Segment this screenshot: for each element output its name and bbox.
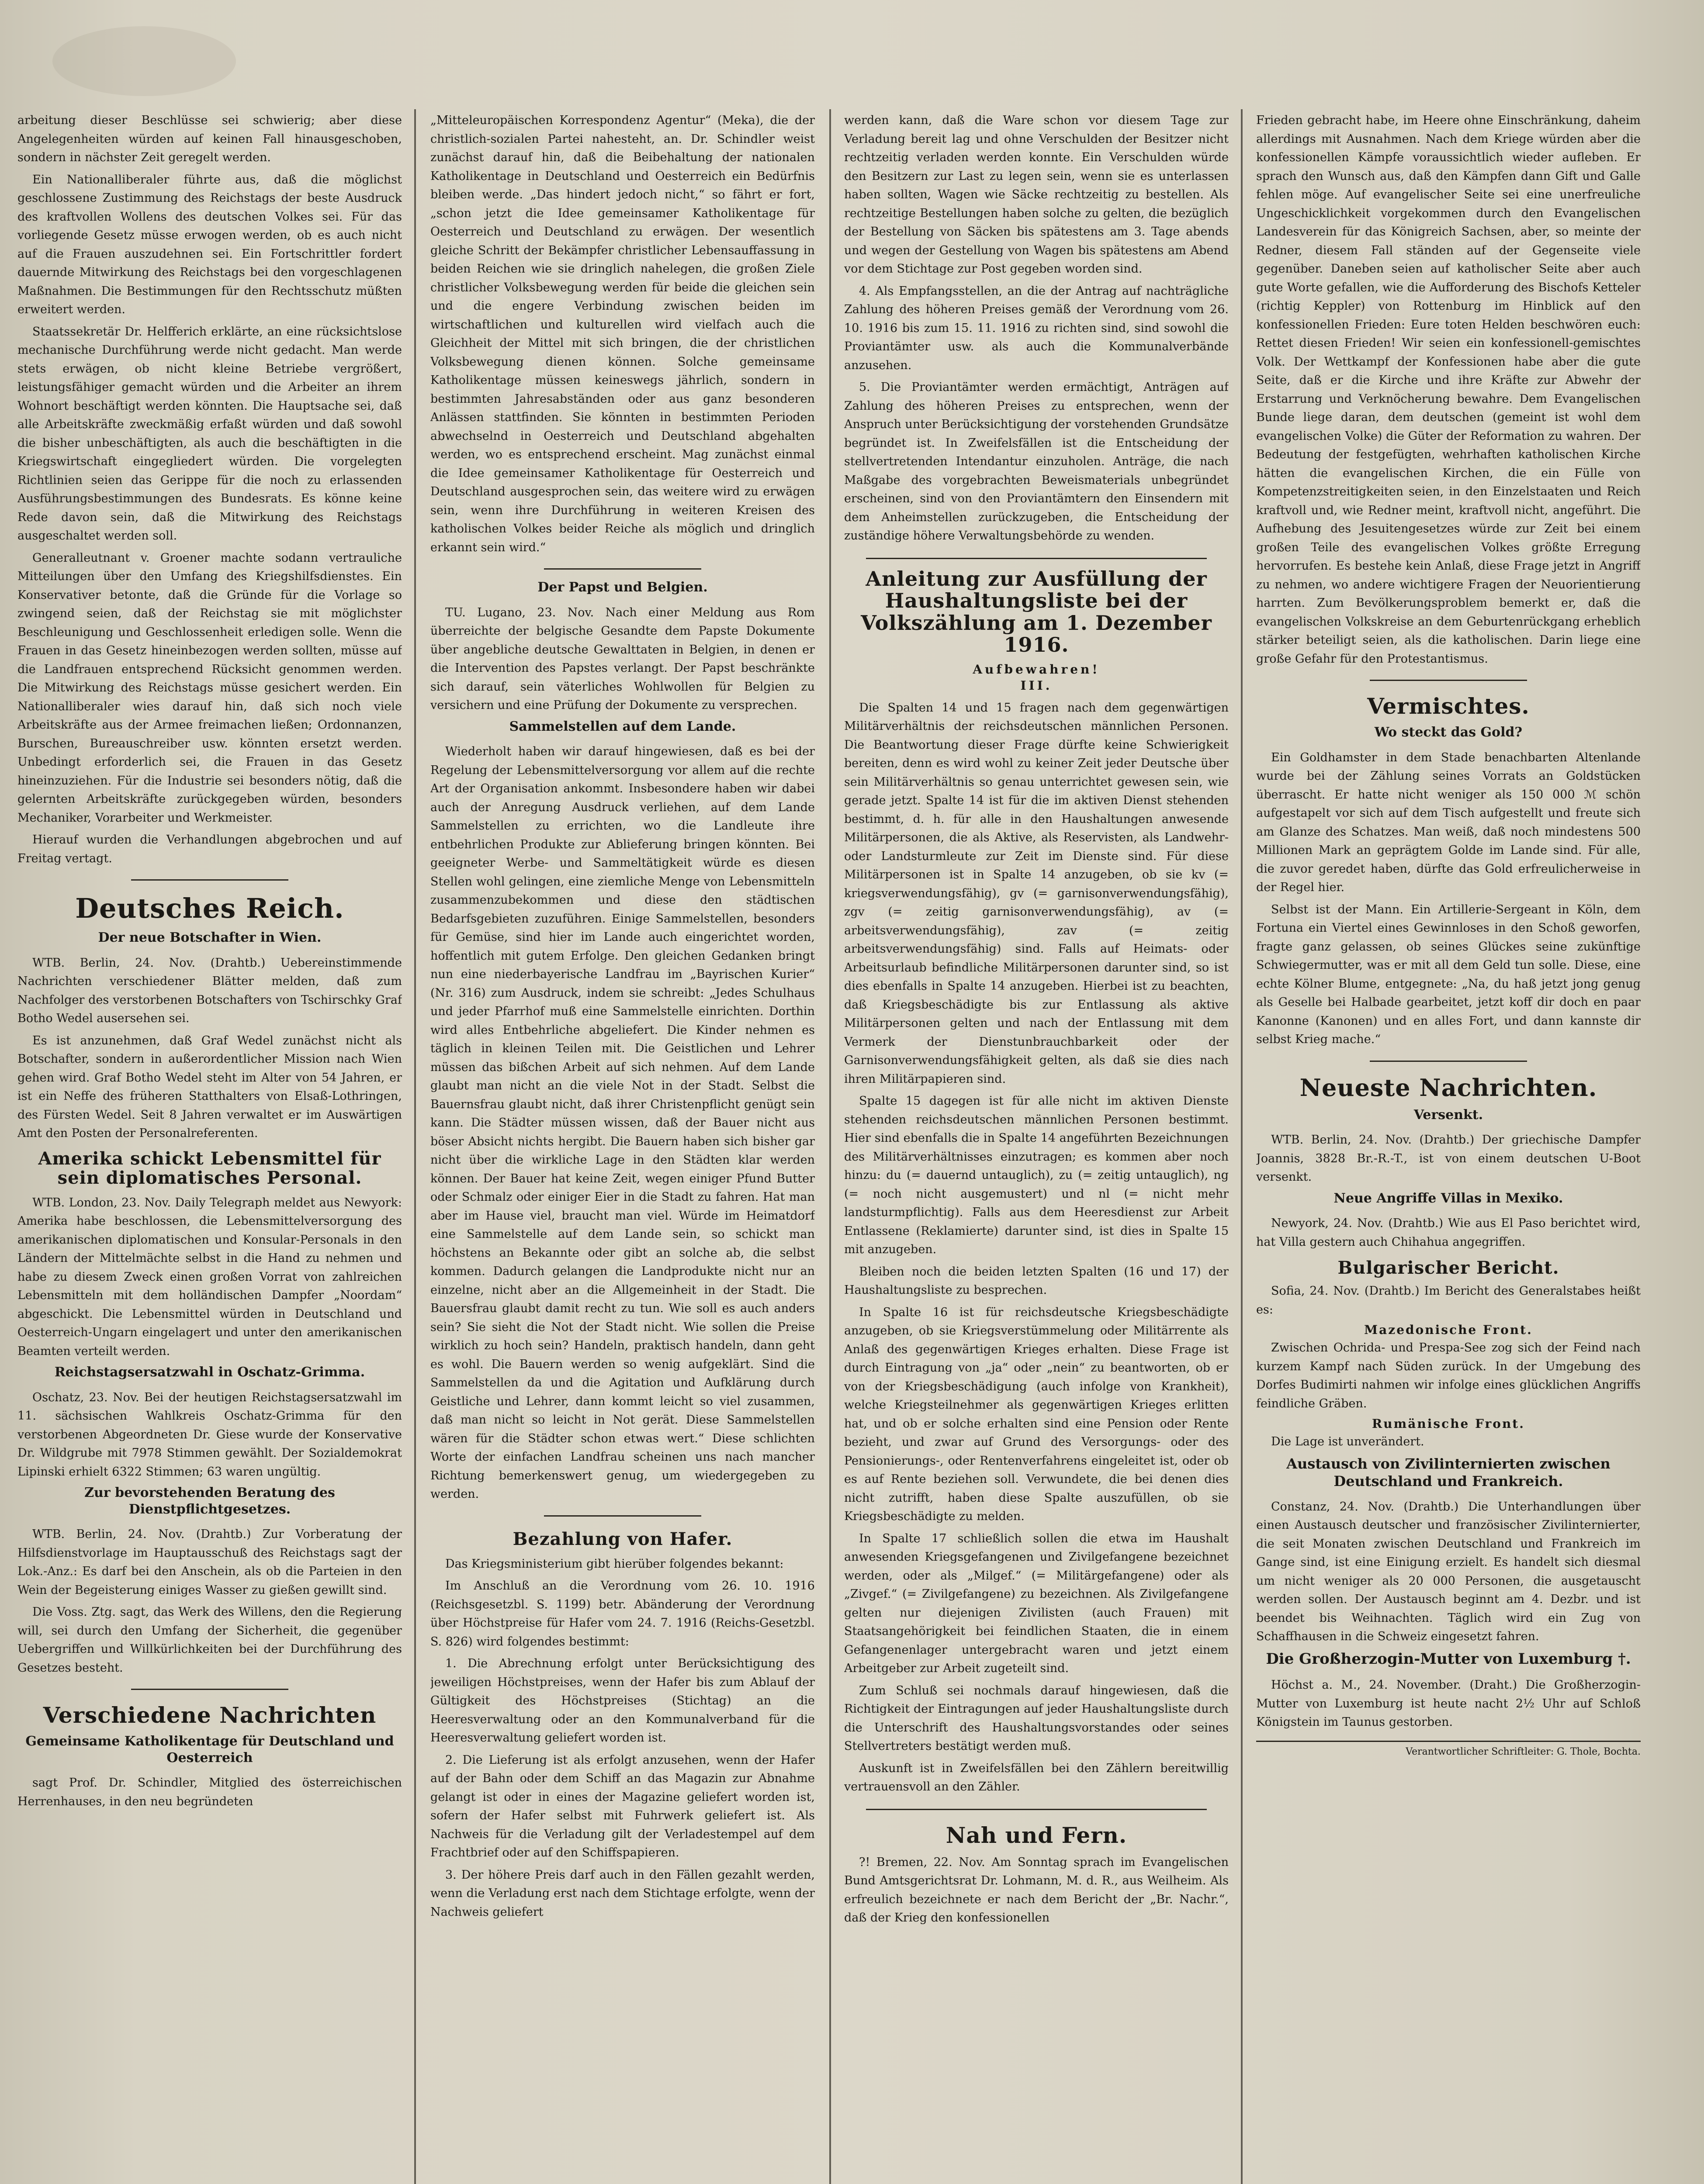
- paragraph: Selbst ist der Mann. Ein Artillerie-Sergeant in Köln, dem Fortuna ein Viertel eines Gewinnloses in den Schoß geworfen, fragte ganz gelassen, ob seines Glückes seine zukünftige Schwiegermutter, was er mit all dem Geld tun solle. Diese, eine echte Kölner Blume, entgegnete: „Na, du haß jetzt jong genug als Geselle bei Halbade gearbeitet, jetzt koff dir doch en paar Kanonne (Kanonen) und en alles Fort, und dann kannste dir selbst Krieg mache.“: [1256, 902, 1641, 1046]
- paragraph: Ein Nationalliberaler führte aus, daß die möglichst geschlossene Zustimmung des Reichstags der beste Ausdruck des kraftvollen Wollens des deutschen Volkes sei. Für das vorliegende Gesetz müsse erwogen werden, ob es auch nicht auf die Frauen auszudehnen sei. Ein Fortschrittler fordert dauernde Mitwirkung des Reichstags bei den vorgeschlagenen Maßnahmen. Die Bestimmungen für den Rechtsschutz müßten erweitert werden.: [17, 173, 402, 316]
- column-rule-2: [829, 109, 831, 2184]
- paragraph: Die Spalten 14 und 15 fragen nach dem gegenwärtigen Militärverhältnis der reichsdeutschen männlichen Personen. Die Beantwortung dieser Frage dürfte keine Schwierigkeit bereiten, denn es wird wohl zu keiner Zeit jeder Deutsche über sein Militärverhältnis so genau unterrichtet gewesen sein, wie gerade jetzt. Spalte 14 ist für die im aktiven Dienst stehenden bestimmt, d. h. für alle in den Haushaltungen anwesende Militärpersonen, die als Aktive, als Reservisten, als Landwehr- oder Landsturmleute zur Zeit im Dienste sind. Für diese Militärpersonen ist in Spalte 14 anzugeben, ob sie kv (= kriegsverwendungsfähig), gv (= garnisonverwendungsfähig), zgv (= zeitig garnisonverwendungsfähig), av (= arbeitsverwendungsfähig), zav (= zeitig arbeitsverwendungsfähig) sind. Falls auf Heimats- oder Arbeitsurlaub befindliche Militärpersonen darunter sind, so ist dies ebenfalls in Spalte 14 anzugeben. Hierbei ist zu beachten, daß Kriegsbeschädigte bis zur Entlassung als aktive Militärpersonen gelten und nach der Entlassung mit dem Vermerk der Dienstunbrauchbarkeit oder der Garnisonverwendungsfähigkeit gelten, als daß sie dies nach ihren Militärpapieren sind.: [844, 701, 1229, 1086]
- paragraph: Im Anschluß an die Verordnung vom 26. 10. 1916 (Reichsgesetzbl. S. 1199) betr. Abänderung der Verordnung über Höchstpreise für Hafer vom 24. 7. 1916 (Reichs-Gesetzbl. S. 826) wird folgendes bestimmt:: [430, 1579, 815, 1648]
- paragraph: Die Lage ist unverändert.: [1271, 1435, 1424, 1449]
- column-2: [430, 111, 815, 2184]
- paragraph: Wiederholt haben wir darauf hingewiesen, daß es bei der Regelung der Lebensmittelversorgung vor allem auf die rechte Art der Organisation ankommt. Insbesondere haben wir dabei auch der Anregung Ausdruck verliehen, auf dem Lande Sammelstellen zu errichten, wo die Landleute ihre entbehrlichen Produkte zur Ablieferung bringen könnten. Bei geeigneter Werbe- und Sammeltätigkeit würde es diesen Stellen wohl gelingen, eine ziemliche Menge von Lebensmitteln zusammenzubekommen und diese den städtischen Bedarfsgebieten zuzuführen. Einige Sammelstellen, besonders für Gemüse, sind hier im Lande auch eingerichtet worden, hoffentlich mit gutem Erfolge. Den gleichen Gedanken bringt nun eine niederbayerische Landfrau im „Bayrischen Kurier“ (Nr. 316) zum Ausdruck, indem sie schreibt: „Jedes Schulhaus und jeder Pfarrhof muß eine Sammelstelle einrichten. Dorthin wird alles Entbehrliche abgeliefert. Die Kinder nehmen es täglich in kleinen Teilen mit. Die Geistlichen und Lehrer müssen das bißchen Arbeit auf sich nehmen. Auf dem Lande glaubt man nicht an die viele Not in der Stadt. Selbst die Bauernsfrau glaubt nicht, daß ihrer Christenpflicht genügt sein kann. Die Städter müssen wissen, daß der Bauer nicht aus böser Absicht nichts hergibt. Die Bauern haben sich bisher gar nicht über die wirkliche Lage in den Städten klar werden können. Der Bauer hat keine Zeit, wegen einiger Pfund Butter oder Schmalz oder einiger Eier in die Stadt zu fahren. Hat man aber im Hause viel, braucht man viel. Würde im Heimatdorf eine Sammelstelle auf dem Lande sein, so schickt man höchstens an Bekannte oder gibt an solche ab, die selbst kommen. Dadurch gelangen die Landprodukte nicht nur an einzelne, nicht aber an die Allgemeinheit in der Stadt. Die Bauersfrau glaubt damit recht zu tun. Wie soll es auch anders sein? Sie sieht die Not der Stadt nicht. Wie sollen die Preise wirklich zu hoch sein? Handeln, praktisch handeln, dann geht es wohl. Die Bauern werden so wenig aufgeklärt. Sind die Sammelstellen da und die Agitation und Aufklärung durch Geistliche und Lehrer, dann kommt leicht so viel zusammen, daß man nicht so leicht in Not gerät. Diese Sammelstellen wären für die Städter schon etwas wert.“ Diese schlichten Worte der einfachen Landfrau scheinen uns nach mancher Richtung bemerkenswert genug, um wiedergegeben zu werden.: [430, 745, 815, 1501]
- article-headline: Die Großherzogin-Mutter von Luxemburg †.: [1266, 1650, 1631, 1668]
- paragraph: Das Kriegsministerium gibt hierüber folgendes bekannt:: [445, 1557, 784, 1571]
- paragraph: In Spalte 17 schließlich sollen die etwa im Haushalt anwesenden Kriegsgefangenen und Zivilgefangene bezeichnet werden, oder als „Milgef.“ (= Militärgefangene) oder als „Zivgef.“ (= Zivilgefangene) zu bezeichnen. Als Zivilgefangene gelten nur diejenigen Zivilisten (auch Frauen) mit Staatsangehörigkeit bei feindlichen Staaten, die in einem Gefangenenlager untergebracht waren und jetzt einem Arbeitgeber zur Arbeit zugeteilt sind.: [844, 1531, 1229, 1676]
- paragraph: In Spalte 16 ist für reichsdeutsche Kriegsbeschädigte anzugeben, ob sie Kriegsverstümmelung oder Militärrente als Anlaß des gegenwärtigen Krieges erhalten. Diese Frage ist durch Eintragung von „ja“ oder „nein“ zu beantworten, ob er von der Kriegsbeschädigung (auch infolge von Krankheit), welche Kriegsteilnehmer als gegenwärtigen Krieges erlitten hat, und ob er solche erhalten sind eine Pension oder Rente bezieht, und zwar auf Grund des Versorgungs- oder des Pensionierungs-, oder Rentenverfahrens eingeleitet ist, oder ob es auf Rente beziehen soll. Verwundete, die bei denen dies nicht zutrifft, haben diese Spalte auszufüllen, ob sie Kriegsbeschädigte zu melden.: [844, 1305, 1229, 1524]
- divider: [1370, 1061, 1527, 1062]
- paragraph: ?! Bremen, 22. Nov. Am Sonntag sprach im Evangelischen Bund Amtsgerichtsrat Dr. Lohmann, M. d. R., aus Weilheim. Als erfreulich bezeichnete er nach dem Bericht der „Br. Nachr.“, daß der Krieg den konfessionellen: [844, 1855, 1229, 1925]
- paragraph: Hierauf wurden die Verhandlungen abgebrochen und auf Freitag vertagt.: [17, 833, 402, 865]
- divider: [866, 558, 1207, 559]
- paragraph: Constanz, 24. Nov. (Drahtb.) Die Unterhandlungen über einen Austausch deutscher und französischer Zivilinternierter, die seit Monaten zwischen Deutschland und Frankreich im Gange sind, ist eine Einigung erzielt. Es handelt sich diesmal um nicht weniger als 20 000 Personen, die ausgetauscht werden sollen. Der Austausch beginnt am 4. Dezbr. und ist beendet bis Weihnachten. Täglich wird ein Zug von Schaffhausen in die Schweiz eingesetzt fahren.: [1256, 1500, 1641, 1644]
- divider: [544, 568, 701, 570]
- divider: [1370, 680, 1527, 681]
- paragraph: „Mitteleuropäischen Korrespondenz Agentur“ (Meka), die der christlich-sozialen Partei nahesteht, an. Dr. Schindler weist zunächst darauf hin, daß die Beibehaltung der nationalen Katholikentage in Deutschland und Oesterreich ein Bedürfnis bleiben werde. „Das hindert jedoch nicht,“ so fährt er fort, „schon jetzt die Idee gemeinsamer Katholikentage für Oesterreich und Deutschland zu erwägen. Der wesentlich gleiche Schritt der Bekämpfer christlicher Lebensauffassung in beiden Reichen wie sie dringlich nahelegen, die großen Ziele christlicher Volksbewegung werden für beide die gleichen sein und die engere Verbindung zwischen beiden im wirtschaftlichen und kulturellen wird vielfach auch die Gleichheit der Mittel mit sich bringen, die der christlichen Volksbewegung dienen können. Solche gemeinsame Katholikentage müssen keineswegs jährlich, sondern in bestimmten Jahresabständen oder aus ganz besonderen Anlässen stattfinden. Sie könnten in bestimmten Perioden abwechselnd in Oesterreich und Deutschland abgehalten werden, wo es entsprechend erscheint. Mag zunächst einmal die Idee gemeinsamer Katholikentage für Oesterreich und Deutschland ausgesprochen sein, das weitere wird zu erwägen sein, wenn ihre Durchführung in weiteren Kreisen des katholischen Volkes beider Reiche als möglich und dringlich erkannt sein wird.“: [430, 114, 815, 554]
- subheading: Rumänische Front.: [1372, 1417, 1525, 1431]
- column-rule-1: [414, 109, 416, 2184]
- article-headline: Der neue Botschafter in Wien.: [98, 930, 322, 946]
- divider: [544, 1515, 701, 1517]
- article-headline: Gemeinsame Katholikentage für Deutschland und Oesterreich: [25, 1734, 394, 1766]
- paragraph: WTB. Berlin, 24. Nov. (Drahtb.) Der griechische Dampfer Joannis, 3828 Br.-R.-T., ist von einem deutschen U-Boot versenkt.: [1256, 1133, 1641, 1184]
- paragraph: Zum Schluß sei nochmals darauf hingewiesen, daß die Richtigkeit der Eintragungen auf jeder Haushaltungsliste durch die Unterschrift des Haushaltungsvorstandes oder seines Stellvertreters bestätigt werden muß.: [844, 1683, 1229, 1753]
- paragraph: Generalleutnant v. Groener machte sodann vertrauliche Mitteilungen über den Umfang des Kriegshilfsdienstes. Ein Konservativer betonte, daß die Gründe für die Vorlage so zwingend seien, daß der Reichstag sie mit möglichster Beschleunigung und Geschlossenheit erledigen solle. Wenn die Frauen in das Gesetz hineinbezogen werden sollten, müsse auf die Landfrauen entsprechend Rücksicht genommen werden. Die Mitwirkung des Reichstags müsse gesichert werden. Ein Nationalliberaler wies darauf hin, daß sich noch viele Arbeitskräfte aus der Armee freimachen ließen; Ordonnanzen, Burschen, Bureauschreiber usw. könnten ersetzt werden. Unbedingt erforderlich sei, die Frauen in das Gesetz hineinzuziehen. Für die Industrie sei besonders nötig, daß die gelernten Arbeitskräfte zurückgegeben würden, besonders Mechaniker, Vorarbeiter und Werkmeister.: [17, 551, 402, 825]
- paragraph: TU. Lugano, 23. Nov. Nach einer Meldung aus Rom überreichte der belgische Gesandte dem Papste Dokumente über angebliche deutsche Gewalttaten in Belgien, in denen er die Intervention des Papstes verlangt. Der Papst beschränkte sich darauf, sein väterliches Wohlwollen für Belgien zu versichern und eine Prüfung der Dokumente zu versprechen.: [430, 605, 815, 712]
- article-headline: Neue Angriffe Villas in Mexiko.: [1333, 1190, 1563, 1206]
- paragraph: WTB. Berlin, 24. Nov. (Drahtb.) Zur Vorberatung der Hilfsdienstvorlage im Hauptausschuß des Reichstags sagt der Lok.-Anz.: Es darf bei den Anschein, als ob die Parteien in den Wein der Begeisterung einiges Wasser zu gießen gewillt sind.: [17, 1527, 402, 1597]
- column-rule-3: [1241, 109, 1243, 2184]
- paragraph: Es ist anzunehmen, daß Graf Wedel zunächst nicht als Botschafter, sondern in außerordentlicher Mission nach Wien gehen wird. Graf Botho Wedel steht im Alter von 54 Jahren, er ist ein Neffe des früheren Statthalters von Elsaß-Lothringen, des Fürsten Wedel. Seit 8 Jahren verwaltet er im Auswärtigen Amt den Posten der Personalreferenten.: [17, 1033, 402, 1140]
- paragraph: Oschatz, 23. Nov. Bei der heutigen Reichstagsersatzwahl im 11. sächsischen Wahlkreis Oschatz-Grimma für den verstorbenen Abgeordneten Dr. Giese wurde der Konservative Dr. Wildgrube mit 7978 Stimmen gewählt. Der Sozialdemokrat Lipinski erhielt 6322 Stimmen; 63 waren ungültig.: [17, 1390, 402, 1479]
- paragraph: Zwischen Ochrida- und Prespa-See zog sich der Feind nach kurzem Kampf nach Süden zurück. In der Umgebung des Dorfes Budimirti nahmen wir infolge eines glücklichen Angriffs feindliche Gräben.: [1256, 1341, 1641, 1410]
- paragraph: 5. Die Proviantämter werden ermächtigt, Anträgen auf Zahlung des höheren Preises zu entsprechen, wenn der Anspruch unter Berücksichtigung der vorstehenden Grundsätze begründet ist. In Zweifelsfällen ist die Entscheidung der stellvertretenden Intendantur einzuholen. Anträge, die nach Maßgabe des vorgebrachten Beweismaterials unbegründet erscheinen, sind von den Proviantämtern den Einsendern mit dem Anheimstellen zurückzugeben, die Entscheidung der zuständige höhere Verwaltungsbehörde zu wenden.: [844, 380, 1229, 543]
- article-headline: Reichstagsersatzwahl in Oschatz-Grimma.: [54, 1365, 365, 1380]
- paragraph: 2. Die Lieferung ist als erfolgt anzusehen, wenn der Hafer auf der Bahn oder dem Schiff an das Magazin zur Abnahme gelangt ist oder in eines der Magazine geliefert worden ist, sofern der Hafer selbst mit Fuhrwerk geliefert ist. Als Nachweis für die Verladung gilt der Verladestempel auf dem Frachtbrief oder auf den Schiffspapieren.: [430, 1753, 815, 1859]
- section-title-verschiedene: Verschiedene Nachrichten: [43, 1702, 377, 1728]
- paragraph: WTB. London, 23. Nov. Daily Telegraph meldet aus Newyork: Amerika habe beschlossen, die Lebensmittelversorgung des amerikanischen diplomatischen und Konsular-Personals in den Ländern der Mittelmächte selbst in die Hand zu nehmen und habe zu diesem Zweck einen großen Vorrat von zahlreichen Lebensmitteln mit dem holländischen Dampfer „Noordam“ abgeschickt. Die Lebensmittel würden in Deutschland und Oesterreich-Ungarn eingelagert und unter den amerikanischen Beamten verteilt werden.: [17, 1196, 402, 1358]
- article-headline: Der Papst und Belgien.: [537, 580, 708, 595]
- paragraph: 3. Der höhere Preis darf auch in den Fällen gezahlt werden, wenn die Verladung erst nach dem Stichtage erfolgte, wenn der Nachweis geliefert: [430, 1868, 815, 1919]
- column-4: [1256, 111, 1641, 2184]
- paragraph: arbeitung dieser Beschlüsse sei schwierig; aber diese Angelegenheiten würden auf keinen Fall hinausgeschoben, sondern in nächster Zeit geregelt werden.: [17, 114, 402, 164]
- section-title-neueste-nachrichten: Neueste Nachrichten.: [1299, 1073, 1597, 1102]
- column-1: [17, 111, 402, 2184]
- part-number: III.: [1020, 678, 1053, 693]
- section-title-nah-und-fern: Nah und Fern.: [946, 1822, 1127, 1848]
- article-headline: Sammelstellen auf dem Lande.: [509, 719, 736, 734]
- paragraph: Staatssekretär Dr. Helfferich erklärte, an eine rücksichtslose mechanische Durchführung werde nicht gedacht. Man werde stets erwägen, ob nicht kleine Betriebe vergrößert, leistungsfähiger gemacht würden und die Arbeiter an ihrem Wohnort beschäftigt werden könnten. Die Hauptsache sei, daß alle Arbeitskräfte zweckmäßig erfaßt würden und daß sowohl die bisher unbeschäftigten, als auch die beschäftigten in die Kriegswirtschaft eingegliedert würden. Die vorgelegten Richtlinien seien das Gerippe für die noch zu erlassenden Ausführungsbestimmungen des Bundesrats. Es könne keine Rede davon sein, daß die Mitwirkung des Reichstags ausgeschaltet werden soll.: [17, 325, 402, 543]
- article-headline: Amerika schickt Lebensmittel für sein diplomatisches Personal.: [38, 1148, 381, 1188]
- paragraph: werden kann, daß die Ware schon vor diesem Tage zur Verladung bereit lag und ohne Verschulden der Besitzer nicht rechtzeitig verladen werden konnte. Ein Verschulden würde den Besitzern zur Last zu legen sein, wenn sie es unterlassen haben sollten, Wagen wie Säcke rechtzeitig zu bestellen. Als rechtzeitige Bestellungen haben solche zu gelten, die bezüglich der Bestellung von Säcken bis spätestens am 3. Tage abends und wegen der Gestellung von Wagen bis spätestens am Abend vor dem Stichtage zur Post gegeben worden sind.: [844, 114, 1229, 276]
- paragraph: Sofia, 24. Nov. (Drahtb.) Im Bericht des Generalstabes heißt es:: [1256, 1284, 1641, 1317]
- subheading: Aufbewahren!: [973, 662, 1100, 677]
- editor-credit: Verantwortlicher Schriftleiter: G. Thole, Bochta.: [1256, 1741, 1641, 1757]
- section-title-deutsches-reich: Deutsches Reich.: [75, 892, 344, 924]
- divider: [131, 879, 288, 881]
- article-headline: Bulgarischer Bericht.: [1337, 1258, 1559, 1279]
- paragraph: 1. Die Abrechnung erfolgt unter Berücksichtigung des jeweiligen Höchstpreises, wenn der Hafer bis zum Ablauf der Gültigkeit des Höchstpreises (Stichtag) an die Heeresverwaltung oder an den Kommunalverband für die Heeresverwaltung geliefert worden ist.: [430, 1657, 815, 1745]
- paragraph: Bleiben noch die beiden letzten Spalten (16 und 17) der Haushaltungsliste zu besprechen.: [844, 1265, 1229, 1297]
- article-headline: Austausch von Zivilinternierten zwischen Deutschland und Frankreich.: [1286, 1455, 1610, 1489]
- article-headline-anleitung: Anleitung zur Ausfüllung der Haushaltungsliste bei der Volkszählung am 1. Dezember 1916.: [861, 567, 1212, 657]
- paragraph: Spalte 15 dagegen ist für alle nicht im aktiven Dienste stehenden reichsdeutschen männlichen Personen bestimmt. Hier sind ebenfalls die in Spalte 14 angeführten Bezeichnungen des Militärverhältnisses einzutragen; es kommen aber noch hinzu: du (= dauernd untauglich), zu (= zeitig untauglich), ng (= noch nicht ausgemustert) und nl (= nicht mehr landsturmpflichtig). Falls aus dem Heeresdienst zur Arbeit Entlassene (Reklamierte) darunter sind, ist dies in Spalte 15 mit anzugeben.: [844, 1094, 1229, 1257]
- article-headline: Zur bevorstehenden Beratung des Dienstpflichtgesetzes.: [84, 1485, 335, 1517]
- paragraph: Höchst a. M., 24. November. (Draht.) Die Großherzogin-Mutter von Luxemburg ist heute nacht 2½ Uhr auf Schloß Königstein im Taunus gestorben.: [1256, 1678, 1641, 1729]
- paragraph: WTB. Berlin, 24. Nov. (Drahtb.) Uebereinstimmende Nachrichten verschiedener Blätter melden, daß zum Nachfolger des verstorbenen Botschafters von Tschirschky Graf Botho Wedel ausersehen sei.: [17, 956, 402, 1026]
- paragraph: Newyork, 24. Nov. (Drahtb.) Wie aus El Paso berichtet wird, hat Villa gestern auch Chihahua angegriffen.: [1256, 1216, 1641, 1249]
- article-headline: Bezahlung von Hafer.: [513, 1528, 733, 1549]
- paragraph: Die Voss. Ztg. sagt, das Werk des Willens, den die Regierung will, sei durch den Umfang der Sicherheit, die gegenüber Uebergriffen und Willkürlichkeiten bei der Durchführung des Gesetzes besteht.: [17, 1605, 402, 1675]
- subheading: Mazedonische Front.: [1364, 1323, 1533, 1337]
- divider: [131, 1689, 288, 1690]
- paragraph: Ein Goldhamster in dem Stade benachbarten Altenlande wurde bei der Zählung seines Vorrats an Goldstücken überrascht. Er hatte nicht weniger als 150 000 ℳ schön aufgestapelt vor sich auf dem Tisch aufgestellt und freute sich am Glanze des Schatzes. Man weiß, daß noch mindestens 500 Millionen Mark an geprägtem Golde im Lande sind. Für alle, die zuvor geredet haben, dürfte das Gold erfreulicherweise in der Regel hier.: [1256, 750, 1641, 894]
- paragraph: Auskunft ist in Zweifelsfällen bei den Zählern bereitwillig vertrauensvoll an den Zähler.: [844, 1761, 1229, 1794]
- column-3: [844, 111, 1229, 2184]
- divider: [866, 1809, 1207, 1810]
- paragraph: sagt Prof. Dr. Schindler, Mitglied des österreichischen Herrenhauses, in den neu begründeten: [17, 1776, 402, 1808]
- section-title-vermischtes: Vermischtes.: [1367, 693, 1530, 719]
- paragraph: Frieden gebracht habe, im Heere ohne Einschränkung, daheim allerdings mit Ausnahmen. Nach dem Kriege würden aber die konfessionellen Kämpfe voraussichtlich wieder aufleben. Er sprach den Wunsch aus, daß den Kämpfen dann Gift und Galle fehlen möge. Auf evangelischer Seite sei eine unerfreuliche Ungeschicklichkeit vorgekommen durch den Evangelischen Landesverein für das Königreich Sachsen, aber, so meinte der Redner, diesem Fall ständen auf der Gegenseite viele gegenüber. Daneben seien auf katholischer Seite aber auch gute Worte gefallen, wie die Aufforderung des Bischofs Ketteler (richtig Keppler) von Rottenburg im Hinblick auf den konfessionellen Frieden: Eure toten Helden beschwören euch: Rettet diesen Frieden! Wir seien ein konfessionell-gemischtes Volk. Der Wettkampf der Konfessionen habe aber die gute Seite, daß er die Kirche und ihre Kräfte zur Abwehr der Erstarrung und Verknöcherung bewahre. Dem Evangelischen Bunde liege daran, dem deutschen (gemeint ist wohl dem evangelischen Volke) die Güter der Reformation zu wahren. Der Bedeutung der festgefügten, wehrhaften katholischen Kirche hätten die evangelischen Kirchen, die ein Fülle von Kompetenzstreitigkeiten seien, in den Einzelstaaten und Reich kraftvoll und, wie Redner meint, kraftvoll nicht, angeführt. Die Aufhebung des Jesuitengesetzes würde zur Zeit bei einem großen Teile des evangelischen Volkes größte Erregung hervorrufen. Es bestehe kein Anlaß, diese Frage jetzt in Angriff zu nehmen, wo andere wichtigere Fragen der Neuorientierung harrten. Zum Bevölkerungsproblem bemerkt er, daß die evangelischen Volkskreise an dem Geburtenrückgang erheblich stärker beteiligt seien, als die katholischen. Darin liege eine große Gefahr für den Protestantismus.: [1256, 114, 1641, 666]
- article-headline: Versenkt.: [1413, 1107, 1483, 1123]
- paragraph: 4. Als Empfangsstellen, an die der Antrag auf nachträgliche Zahlung des höheren Preises gemäß der Verordnung vom 26. 10. 1916 bis zum 15. 11. 1916 zu richten sind, sind sowohl die Proviantämter usw. als auch die Kommunalverbände anzusehen.: [844, 284, 1229, 372]
- article-headline: Wo steckt das Gold?: [1374, 725, 1523, 740]
